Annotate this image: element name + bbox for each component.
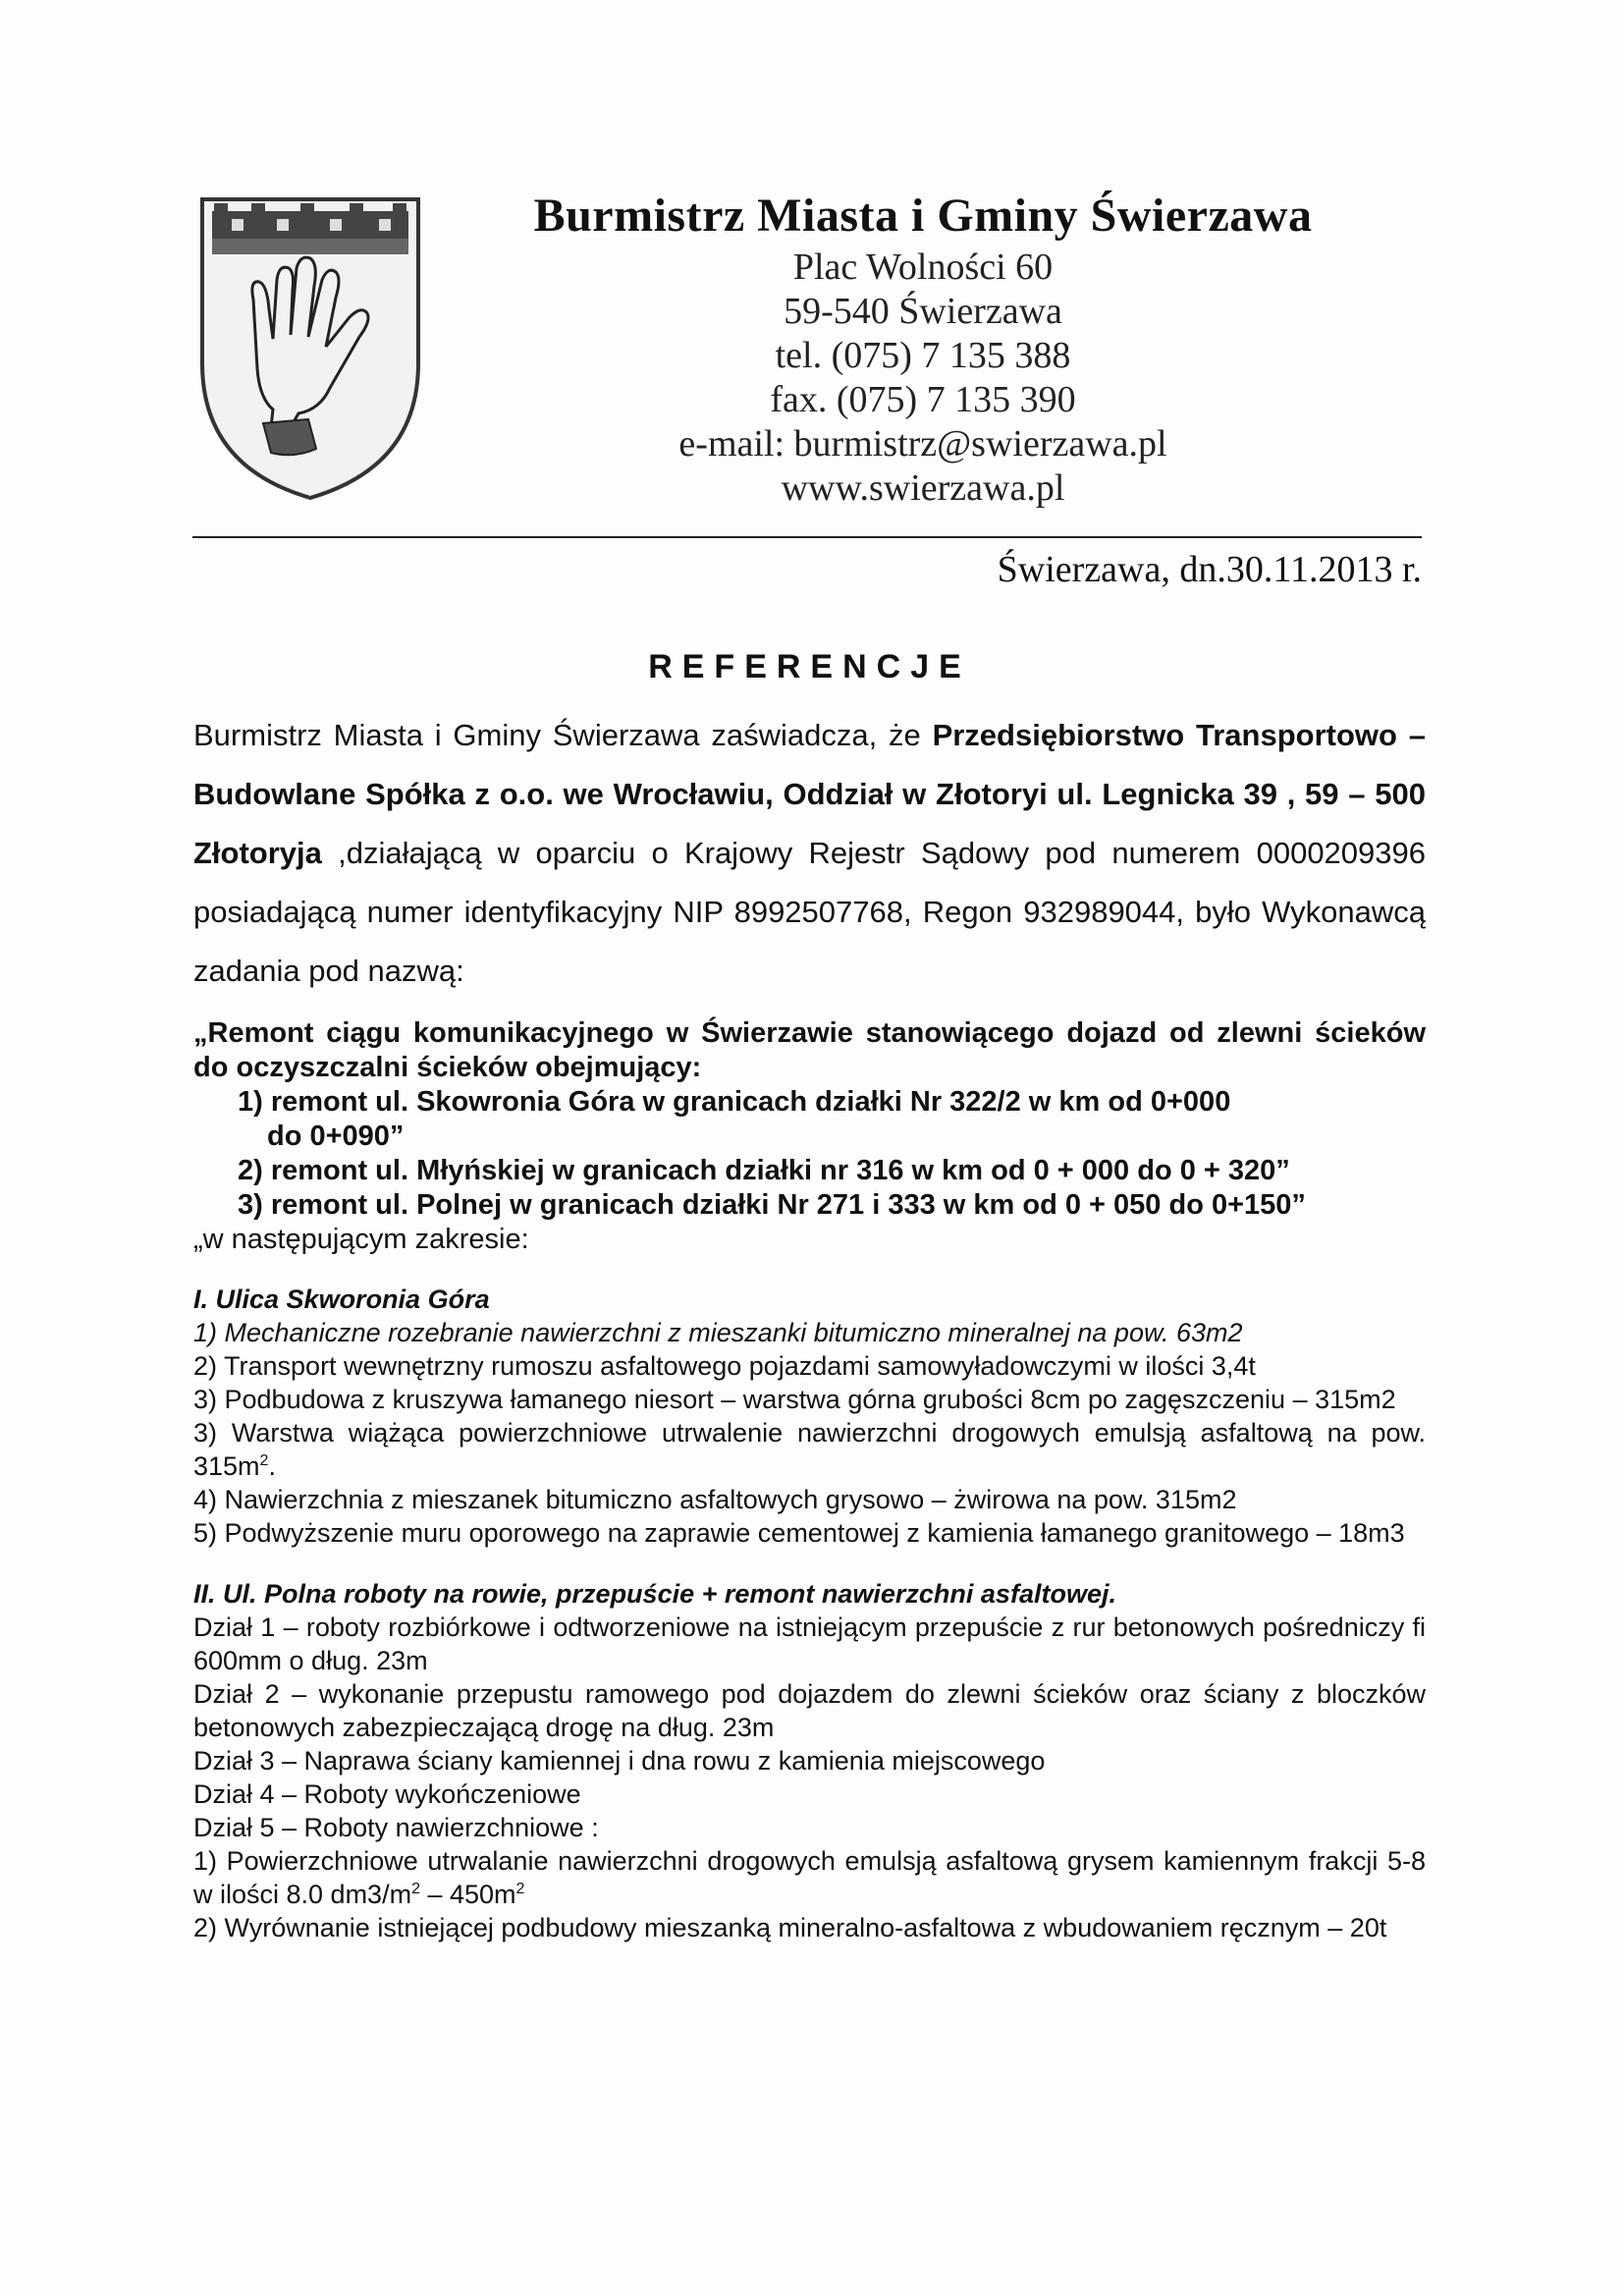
section-1-title: I. Ulica Skworonia Góra [193, 1285, 490, 1314]
section-1-item: 2) Transport wewnętrzny rumoszu asfaltowego pojazdami samowyładowczymi w ilości 3,4t [193, 1351, 1256, 1381]
task-item-1-continued: do 0+090” [267, 1121, 405, 1152]
section-2-item: Dział 5 – Roboty nawierzchniowe : [193, 1813, 599, 1842]
document-date: Świerzawa, dn.30.11.2013 r. [997, 549, 1422, 590]
intro-paragraph [193, 706, 1426, 1001]
intro-text-end: ,działającą w oparciu o Krajowy Rejestr Sądowy pod numerem 0000209396 posiadającą numer identyfikacyjny NIP 8992507768, Regon 932989044, było Wykonawcą zadania pod nazwą: [193, 836, 1426, 988]
intro-text-start: Burmistrz Miasta i Gminy Świerzawa zaświadcza, że [193, 718, 933, 752]
email: e-mail: burmistrz@swierzawa.pl [678, 423, 1167, 465]
section-2 [193, 1577, 1426, 1944]
section-1 [193, 1283, 1426, 1550]
address-street: Plac Wolności 60 [792, 246, 1054, 288]
section-2-subitem [193, 1844, 1426, 1911]
subitem-text: 1) Powierzchniowe utrwalanie nawierzchni drogowych emulsją asfaltową grysem kamiennym frakcji 5-8 w ilości 8.0 dm3/m [193, 1846, 1426, 1909]
task-title: „Remont ciągu komunikacyjnego w Świerzawie stanowiącego dojazd od zlewni ścieków do oczyszczalni ścieków obejmujący: [193, 1017, 1426, 1083]
task-item-2: 2) remont ul. Młyńskiej w granicach działki nr 316 w km od 0 + 000 do 0 + 320” [238, 1155, 1290, 1186]
section-2-item: Dział 1 – roboty rozbiórkowe i odtworzeniowe na istniejącym przepuście z rur betonowych pośredniczy fi 600mm o dług. 23m [193, 1613, 1426, 1675]
company-name: Przedsiębiorstwo Transportowo – Budowlane Spółka z o.o. we Wrocławiu, Oddział w Złotoryi ul. Legnicka 39 , 59 – 500 Złotoryja [193, 718, 1426, 870]
section-2-title: II. Ul. Polna roboty na rowie, przepuście + remont nawierzchni asfaltowej. [193, 1579, 1116, 1609]
section-2-subitem: 2) Wyrównanie istniejącej podbudowy mieszanką mineralno-asfaltowa z wbudowaniem ręcznym – 20t [193, 1913, 1387, 1942]
document-body [193, 648, 1426, 1944]
section-2-item: Dział 2 – wykonanie przepustu ramowego pod dojazdem do zlewni ścieków oraz ściany z bloczków betonowych zabezpieczającą drogę na dług. 23m [193, 1679, 1426, 1742]
address-postcode: 59-540 Świerzawa [784, 291, 1062, 332]
document-heading: REFERENCJE [648, 648, 971, 685]
section-1-item [193, 1416, 1426, 1483]
letterhead-title: Burmistrz Miasta i Gminy Świerzawa [533, 190, 1313, 242]
section-1-item: 4) Nawierzchnia z mieszanek bitumiczno asfaltowych grysowo – żwirowa na pow. 315m2 [193, 1485, 1237, 1514]
task-title-block [193, 1016, 1426, 1257]
section-1-item: 5) Podwyższenie muru oporowego na zaprawie cementowej z kamienia łamanego granitowego – 18m3 [193, 1518, 1405, 1548]
superscript: 2 [515, 1881, 525, 1897]
fax: fax. (075) 7 135 390 [770, 379, 1076, 420]
section-2-item: Dział 4 – Roboty wykończeniowe [193, 1779, 581, 1809]
task-item-1: 1) remont ul. Skowronia Góra w granicach działki Nr 322/2 w km od 0+000 [238, 1086, 1231, 1118]
superscript: 2 [259, 1452, 269, 1469]
scope-label: „w następującym zakresie: [193, 1224, 529, 1255]
superscript: 2 [411, 1881, 420, 1897]
task-item-3: 3) remont ul. Polnej w granicach działki Nr 271 i 333 w km od 0 + 050 do 0+150” [238, 1189, 1306, 1221]
website: www.swierzawa.pl [781, 467, 1065, 509]
spacer [193, 1550, 1426, 1577]
section-1-item: 1) Mechaniczne rozebranie nawierzchni z mieszanki bitumiczno mineralnej na pow. 63m2 [193, 1318, 1243, 1347]
letterhead [432, 187, 1414, 511]
item-tail: . [268, 1451, 276, 1481]
header-divider [192, 536, 1422, 538]
section-2-item: Dział 3 – Naprawa ściany kamiennej i dna rowu z kamienia miejscowego [193, 1746, 1046, 1776]
section-1-item: 3) Podbudowa z kruszywa łamanego niesort – warstwa górna grubości 8cm po zagęszczeniu – 315m2 [193, 1385, 1396, 1414]
phone: tel. (075) 7 135 388 [775, 335, 1071, 376]
section-1-item-text: 3) Warstwa wiążąca powierzchniowe utrwalenie nawierzchni drogowych emulsją asfaltową na pow. 315m [193, 1418, 1426, 1481]
coat-of-arms-logo [192, 191, 428, 506]
subitem-text-end: – 450m [419, 1880, 516, 1909]
